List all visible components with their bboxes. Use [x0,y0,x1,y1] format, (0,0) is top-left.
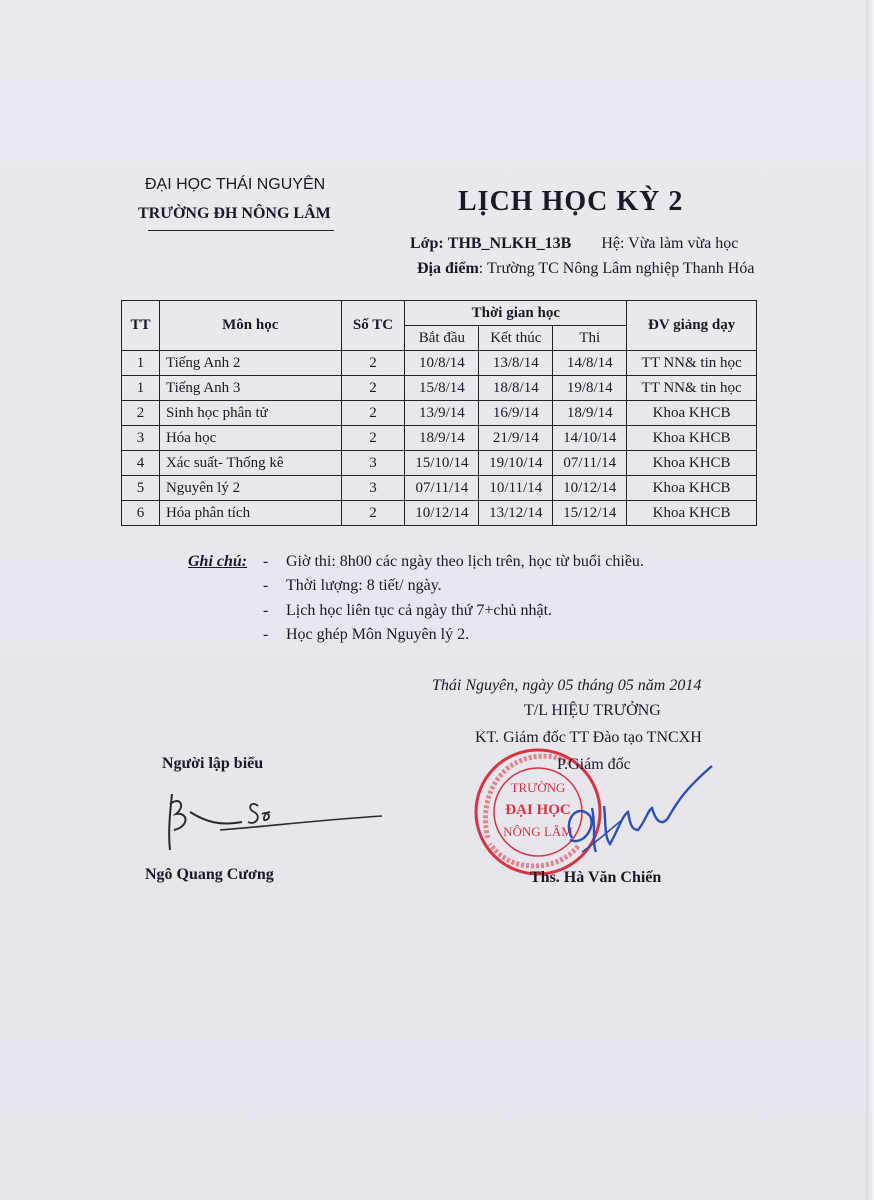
cell-tt: 2 [122,401,160,426]
note-item: Thời lượng: 8 tiết/ ngày. [286,577,442,594]
note-item: Lịch học liên tục cả ngày thứ 7+chủ nhật. [286,602,553,619]
on-behalf-line: T/L HIỆU TRƯỞNG [524,702,661,719]
director-signature [552,760,722,870]
place-info [417,260,754,278]
cell-start: 10/8/14 [405,351,479,376]
notes-label: Ghi chú: [188,553,248,570]
cell-end: 18/8/14 [479,376,553,401]
cell-subject: Tiếng Anh 3 [159,376,341,401]
cell-exam: 14/10/14 [553,426,627,451]
school-name: TRƯỜNG ĐH NÔNG LÂM [138,205,331,222]
maker-signature [150,782,390,862]
cell-unit: Khoa KHCB [627,451,757,476]
cell-end: 16/9/14 [479,401,553,426]
cell-subject: Xác suất- Thống kê [159,451,341,476]
school-underline [148,230,334,231]
cell-exam: 18/9/14 [553,401,627,426]
cell-subject: Hóa phân tích [159,501,341,526]
cell-tt: 5 [122,476,160,501]
cell-start: 13/9/14 [405,401,479,426]
page-edge [866,0,874,1200]
note-bullet: - [263,553,269,570]
header-subject: Môn học [159,301,341,351]
cell-subject: Hóa học [159,426,341,451]
mode-label: Hệ: [601,235,625,252]
header-unit: ĐV giảng dạy [627,301,757,351]
deputy-director-label: P.Giám đốc [557,756,631,773]
cell-credits: 2 [341,401,405,426]
cell-unit: TT NN& tin học [627,351,757,376]
cell-exam: 10/12/14 [553,476,627,501]
note-bullet: - [263,602,269,619]
stamp-line-3: NÔNG LÂM [503,824,573,839]
mode-value: Vừa làm vừa học [628,235,739,252]
table-row [122,401,757,426]
cell-end: 13/12/14 [479,501,553,526]
header-tt: TT [122,301,160,351]
table-row [122,351,757,376]
header-exam: Thi [553,326,627,351]
director-name: Ths. Hà Văn Chiến [530,869,662,886]
cell-credits: 3 [341,451,405,476]
note-bullet: - [263,626,269,643]
cell-start: 18/9/14 [405,426,479,451]
cell-credits: 2 [341,426,405,451]
cell-start: 15/8/14 [405,376,479,401]
cell-unit: TT NN& tin học [627,376,757,401]
place-label: Địa điểm [417,260,479,277]
cell-tt: 6 [122,501,160,526]
class-label: Lớp: [410,235,444,252]
date-line: Thái Nguyên, ngày 05 tháng 05 năm 2014 [432,677,702,694]
cell-unit: Khoa KHCB [627,426,757,451]
maker-label: Người lập biểu [162,755,264,772]
table-row [122,451,757,476]
header-start: Bắt đầu [405,326,479,351]
cell-subject: Sinh học phân tử [159,401,341,426]
cell-credits: 2 [341,351,405,376]
cell-credits: 2 [341,501,405,526]
table-row [122,426,757,451]
stamp-line-2: ĐẠI HỌC [505,802,571,818]
table-row [122,376,757,401]
cell-unit: Khoa KHCB [627,476,757,501]
cell-unit: Khoa KHCB [627,501,757,526]
table-row [122,476,757,501]
cell-credits: 2 [341,376,405,401]
cell-start: 07/11/14 [405,476,479,501]
cell-tt: 4 [122,451,160,476]
cell-exam: 15/12/14 [553,501,627,526]
cell-credits: 3 [341,476,405,501]
stamp-line-1: TRƯỜNG [510,780,566,795]
cell-subject: Tiếng Anh 2 [159,351,341,376]
schedule-table [121,300,757,526]
cell-start: 15/10/14 [405,451,479,476]
cell-exam: 14/8/14 [553,351,627,376]
class-value: THB_NLKH_13B [447,235,572,252]
cell-end: 13/8/14 [479,351,553,376]
maker-name: Ngô Quang Cương [145,866,274,883]
note-item: Học ghép Môn Nguyên lý 2. [286,626,470,643]
note-bullet: - [263,577,269,594]
cell-unit: Khoa KHCB [627,401,757,426]
cell-exam: 07/11/14 [553,451,627,476]
cell-tt: 1 [122,376,160,401]
class-info [410,235,738,253]
header-credits: Số TC [341,301,405,351]
cell-exam: 19/8/14 [553,376,627,401]
cell-end: 21/9/14 [479,426,553,451]
header-time: Thời gian học [405,301,627,326]
cell-tt: 1 [122,351,160,376]
cell-end: 19/10/14 [479,451,553,476]
university-name: ĐẠI HỌC THÁI NGUYÊN [145,176,326,193]
cell-tt: 3 [122,426,160,451]
header-end: Kết thúc [479,326,553,351]
cell-start: 10/12/14 [405,501,479,526]
page-title: LỊCH HỌC KỲ 2 [458,186,684,217]
note-item: Giờ thi: 8h00 các ngày theo lịch trên, học từ buổi chiều. [286,553,644,570]
cell-subject: Nguyên lý 2 [159,476,341,501]
place-value: : Trường TC Nông Lâm nghiệp Thanh Hóa [478,260,755,277]
director-title: KT. Giám đốc TT Đào tạo TNCXH [475,729,702,746]
table-row [122,501,757,526]
cell-end: 10/11/14 [479,476,553,501]
